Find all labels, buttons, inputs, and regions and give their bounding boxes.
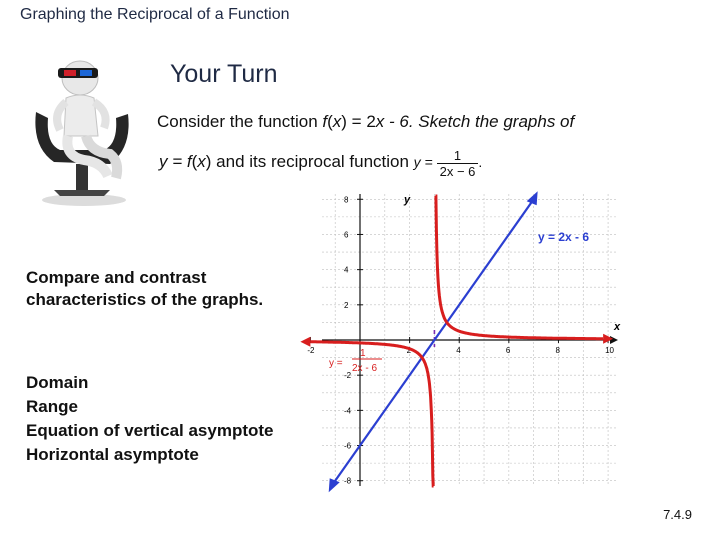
x-tick-label: 6 [505,346,511,355]
x-axis-label: x [614,321,621,333]
y-axis-label: y [404,194,411,206]
page-number: 7.4.9 [663,507,692,522]
y-tick-label: -6 [344,441,352,451]
y-tick-label: 8 [344,195,349,205]
y-tick-label: -4 [344,406,352,416]
y-tick-label: 2 [344,300,349,310]
line-arrowhead-bottom [329,478,340,492]
x-tick-label: -2 [307,346,315,355]
series-reciprocal-right-branch [435,196,603,339]
characteristics-list [26,371,274,467]
x-axis-arrowhead [610,336,618,344]
x-tick-label: 2 [406,346,412,355]
list-item-domain: Domain [26,373,89,392]
reciprocal-formula: y = $\frac{1}{2x - 6}$ . [413,148,483,179]
list-item-horizontal-asymptote: Horizontal asymptote [26,445,199,464]
svg-text:2x - 6: 2x - 6 [352,363,378,374]
section-heading: Your Turn [170,60,278,88]
prompt-line-1: Consider the function f(x) = 2x - 6. Sketch the graphs of [157,112,575,131]
line-arrowhead-top [527,191,538,205]
x-tick-label: 10 [605,346,614,355]
list-item-range: Range [26,397,78,416]
svg-text:y =: y = [329,358,343,369]
3d-figure-in-chair-image [24,52,142,208]
reciprocal-arrowhead-left [300,337,310,347]
y-tick-label: 4 [344,265,349,275]
y-tick-label: -8 [344,476,352,486]
x-tick-label: 4 [456,346,461,355]
series-label-line: y = 2x - 6 [538,230,590,244]
y-tick-label: 6 [344,230,349,240]
prompt-line-2: y = f(x) and its reciprocal function y = $\frac{1}{2x - 6}$ . [159,148,483,179]
compare-instruction: Compare and contrast characteristics of the graphs. [26,268,264,309]
function-graph [307,190,628,490]
list-item-vertical-asymptote: Equation of vertical asymptote [26,421,274,440]
svg-text:1: 1 [360,348,366,359]
y-tick-label: -2 [344,371,352,381]
x-tick-label: 8 [555,346,560,355]
slide-title: Graphing the Reciprocal of a Function [20,6,290,23]
series-label-reciprocal [329,348,382,374]
